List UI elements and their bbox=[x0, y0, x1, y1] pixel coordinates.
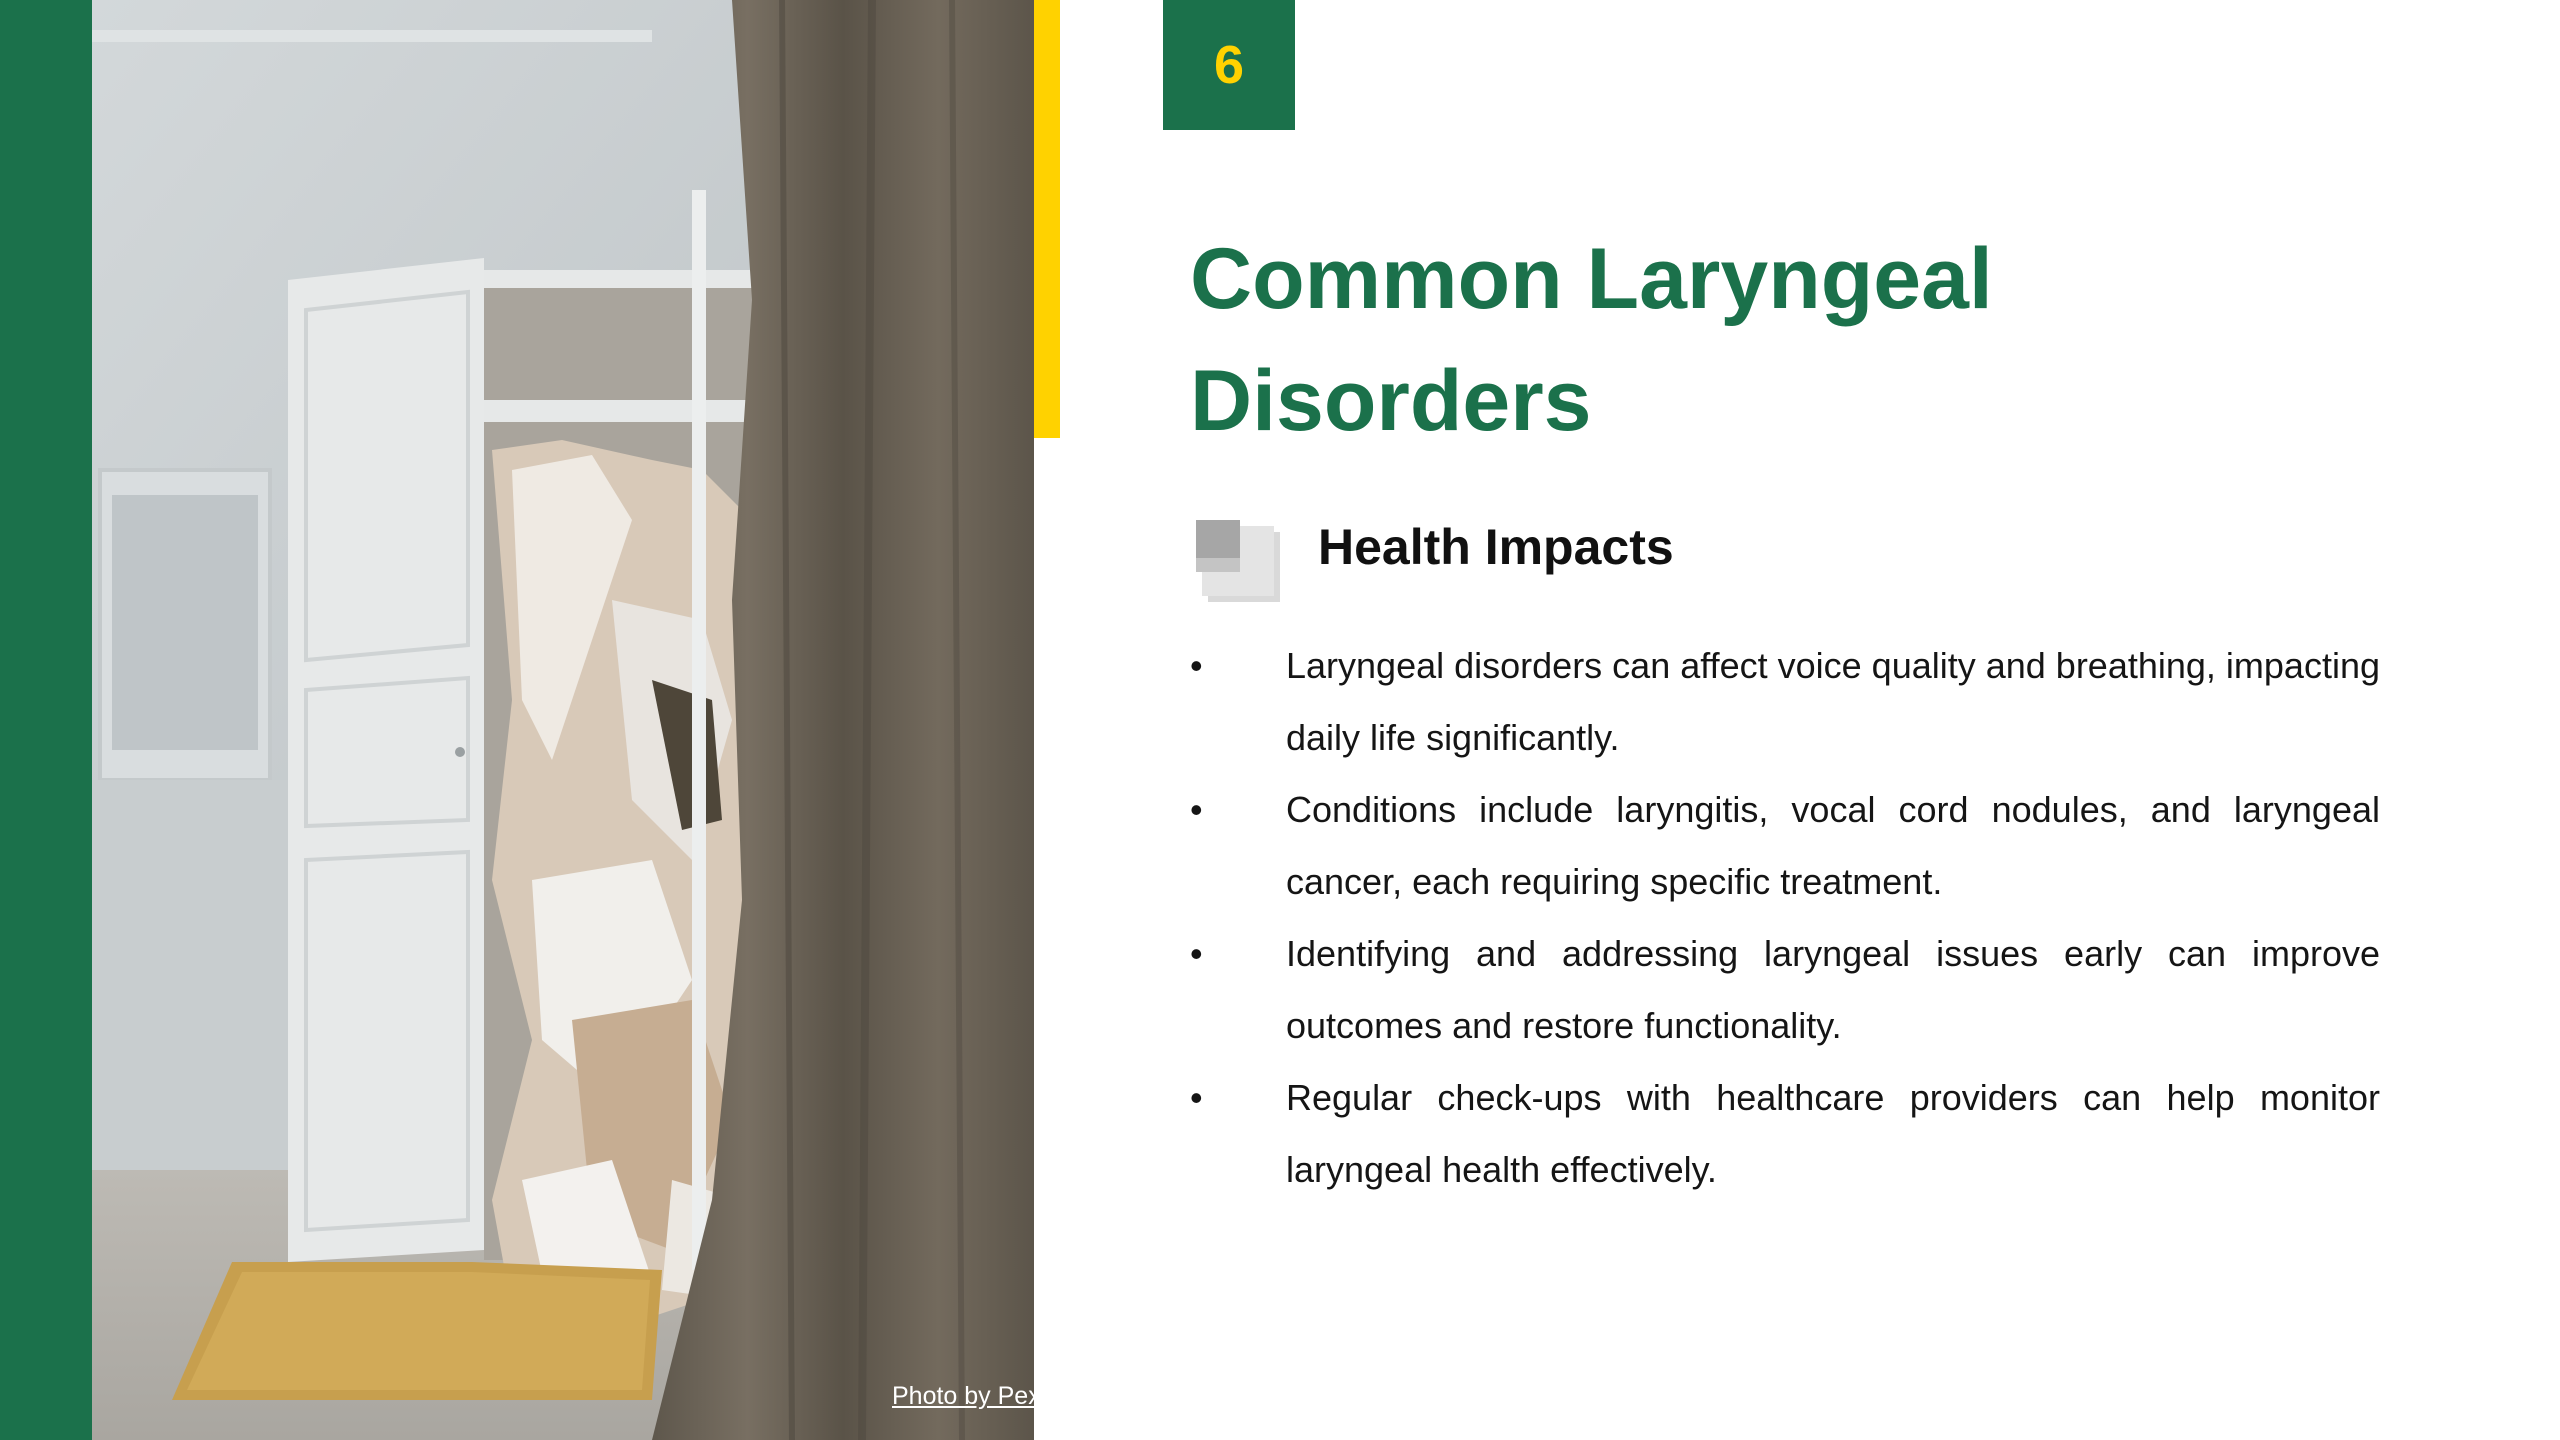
wardrobe-photo bbox=[92, 0, 1073, 1440]
stacked-squares-icon bbox=[1196, 520, 1284, 604]
page-number: 6 bbox=[1213, 35, 1245, 95]
bullet-marker: • bbox=[1190, 645, 1203, 686]
page-number-badge bbox=[1163, 0, 1295, 130]
bullet-marker: • bbox=[1190, 789, 1203, 830]
list-item bbox=[1190, 918, 2380, 1062]
slide-title: Common Laryngeal Disorders bbox=[1190, 231, 1993, 449]
list-item bbox=[1190, 1062, 2380, 1206]
bullet-list bbox=[1190, 630, 2380, 1206]
bullet-text: Conditions include laryngitis, vocal cord nodules, and laryngeal cancer, each requiring specific treatment. bbox=[1286, 789, 2380, 902]
section-heading: Health Impacts bbox=[1318, 519, 1674, 575]
bullet-text: Laryngeal disorders can affect voice quality and breathing, impacting daily life significantly. bbox=[1286, 645, 2380, 758]
bullet-text: Identifying and addressing laryngeal issues early can improve outcomes and restore functionality. bbox=[1286, 933, 2380, 1046]
bullet-marker: • bbox=[1190, 933, 1203, 974]
bullet-text: Regular check-ups with healthcare providers can help monitor laryngeal health effectively. bbox=[1286, 1077, 2380, 1190]
list-item bbox=[1190, 774, 2380, 918]
yellow-accent-bar bbox=[1034, 0, 1060, 438]
list-item bbox=[1190, 630, 2380, 774]
photo-credit-link[interactable]: Photo by Pexels bbox=[892, 1382, 1073, 1410]
green-accent-bar bbox=[0, 0, 92, 1440]
bullet-marker: • bbox=[1190, 1077, 1203, 1118]
